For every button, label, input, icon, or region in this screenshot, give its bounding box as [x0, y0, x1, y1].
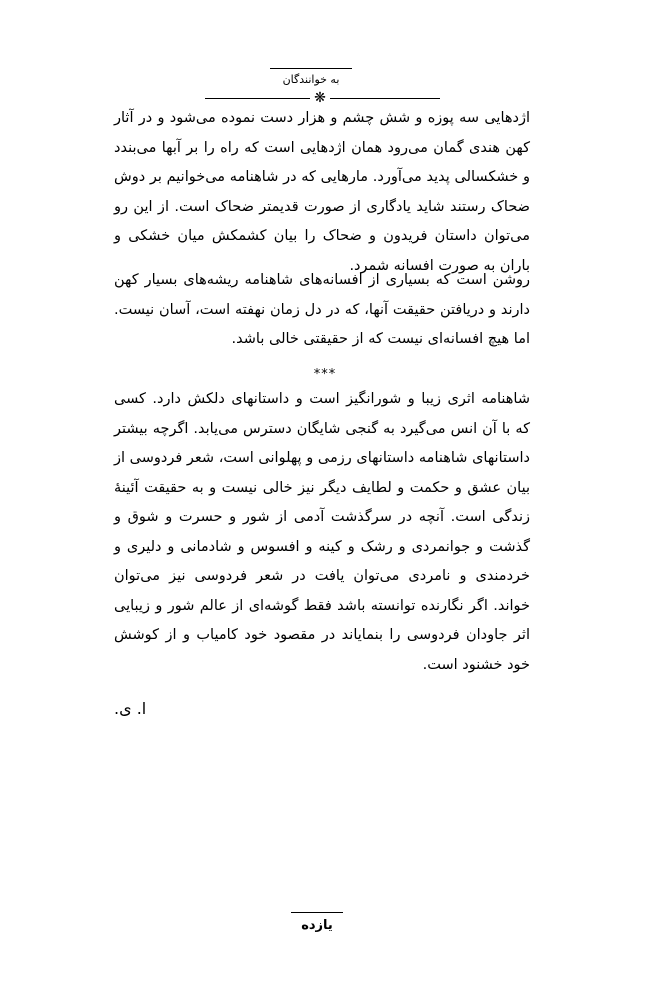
author-initials: ا. ی. — [114, 699, 147, 718]
section-separator: *** — [313, 367, 337, 382]
paragraph-2: روشن است که بسیاری از افسانه‌های شاهنامه ریشه‌های بسیار کهن دارند و دریافتن حقیقت آنها، که در دل زمان نهفته است، آسان نیست. اما هیچ افسانه‌ای نیست که از حقیقتی خالی باشد. — [114, 272, 530, 347]
header-bottom-rule-right — [330, 98, 440, 99]
page-number: یازده — [301, 918, 333, 933]
running-title: به خوانندگان — [282, 73, 340, 86]
paragraph-1: اژدهایی سه پوزه و شش چشم و هزار دست نموده می‌شود و در آثار کهن هندی گمان می‌رود همان اژدهایی است که راه را بر آبها می‌بندد و خشکسالی پدید می‌آورد. مارهایی که در شاهنامه می‌خوانیم بر دوش ضحاک رستند شاید یادگاری از صورت قدیمتر ضحاک است. از این رو می‌توان داستان فریدون و ضحاک را بیان کشمکش میان خشکی و باران به صورت افسانه شمرد. — [114, 110, 530, 274]
header-top-rule — [270, 68, 352, 69]
header-bottom-rule-left — [205, 98, 310, 99]
paragraph-3: شاهنامه اثری زیبا و شورانگیز است و داستانهای دلکش دارد. کسی که با آن انس می‌گیرد به گنجی شایگان دسترس می‌یابد. اگرچه بیشتر داستانهای شاهنامه داستانهای رزمی و پهلوانی است، شعر فردوسی از بیان عشق و حکمت و لطایف دیگر نیز خالی نیست و به حقیقت آئینهٔ زندگی است. آنچه در سرگذشت آدمی از شور و حسرت و شوق و گذشت و جوانمردی و رشک و کینه و افسوس و شادمانی و دلیری و خردمندی و نامردی می‌توان یافت در شعر فردوسی نیز می‌توان خواند. اگر نگارنده توانسته باشد فقط گوشه‌ای از عالم شور و زیبایی اثر جاودان فردوسی را بنمایاند در مقصود خود کامیاب و از کوشش خود خشنود است. — [114, 391, 530, 673]
footer-rule — [291, 912, 343, 913]
ornament-icon: ❋ — [314, 90, 326, 106]
